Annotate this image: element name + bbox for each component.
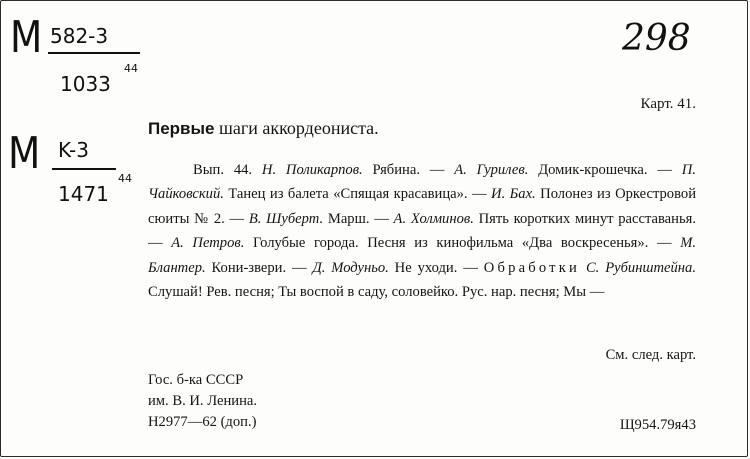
handwritten-letter-2: M bbox=[8, 128, 41, 179]
composer-name: Д. Модуньо. bbox=[312, 259, 389, 276]
contents-segment: Голубые города. Песня из кинофильма «Два воскресенья». — bbox=[244, 235, 681, 252]
handwritten-letter-1: M bbox=[10, 12, 43, 63]
library-line-2: им. В. И. Ленина. bbox=[148, 393, 258, 409]
contents-segment: Полонез из Оркестровой сюиты № 2. — bbox=[148, 186, 697, 227]
library-line-3: Н2977—62 (доп.) bbox=[148, 414, 257, 430]
composer-name: П. Чайковский. bbox=[148, 162, 696, 203]
title-rest: шаги аккордеониста. bbox=[214, 118, 379, 138]
handwritten-fraction-line-1 bbox=[48, 52, 140, 54]
contents-segment: Танец из балета «Спящая красавица». — bbox=[223, 186, 492, 203]
see-next-card: См. след. карт. bbox=[605, 347, 696, 363]
contents-segment: Кони-звери. — bbox=[205, 259, 313, 276]
classification-index: Щ954.79я43 bbox=[619, 417, 696, 433]
contents-segment: Слушай! Рев. песня; Ты воспой в саду, соловейко. Рус. нар. песня; Мы — bbox=[148, 284, 605, 301]
composer-name: В. Шуберт. bbox=[248, 210, 324, 227]
composer-name: С. Рубинштейна. bbox=[585, 259, 696, 276]
handwritten-code-bottom-1: 1033 bbox=[60, 72, 111, 96]
contents-segment: Вып. 44. bbox=[193, 162, 262, 178]
handwritten-fraction-line-2 bbox=[52, 168, 116, 170]
handwritten-code-top-1: 582-3 bbox=[50, 24, 109, 48]
composer-name: А. Холминов. bbox=[393, 210, 474, 227]
contents-segment: Пять коротких минут расставанья. — bbox=[148, 210, 696, 252]
composer-name: А. Гурилев. bbox=[454, 162, 529, 178]
handwritten-sub-2: 44 bbox=[118, 172, 132, 185]
book-title bbox=[148, 118, 379, 139]
contents-segment: Не уходи. — bbox=[388, 259, 484, 276]
contents-text bbox=[148, 158, 696, 304]
contents-segment: Обработки bbox=[483, 259, 581, 276]
composer-name: М. Блантер. bbox=[148, 235, 696, 276]
contents-segment: Домик-крошечка. — bbox=[528, 162, 682, 178]
contents-segment: Марш. — bbox=[323, 210, 394, 227]
handwritten-code-top-2: K-3 bbox=[58, 138, 89, 162]
composer-name: А. Петров. bbox=[171, 235, 245, 252]
library-info bbox=[148, 370, 257, 433]
composer-name: Н. Поликарпов. bbox=[261, 162, 363, 178]
card-number: Карт. 41. bbox=[640, 96, 696, 112]
library-line-1: Гос. б-ка СССР bbox=[148, 372, 244, 388]
handwritten-code-bottom-2: 1471 bbox=[58, 182, 109, 206]
handwritten-sub-1: 44 bbox=[124, 62, 138, 75]
contents-segment: Рябина. — bbox=[362, 162, 455, 178]
title-bold: Первые bbox=[148, 119, 215, 138]
composer-name: И. Бах. bbox=[491, 186, 536, 203]
handwritten-number: 298 bbox=[622, 18, 691, 59]
